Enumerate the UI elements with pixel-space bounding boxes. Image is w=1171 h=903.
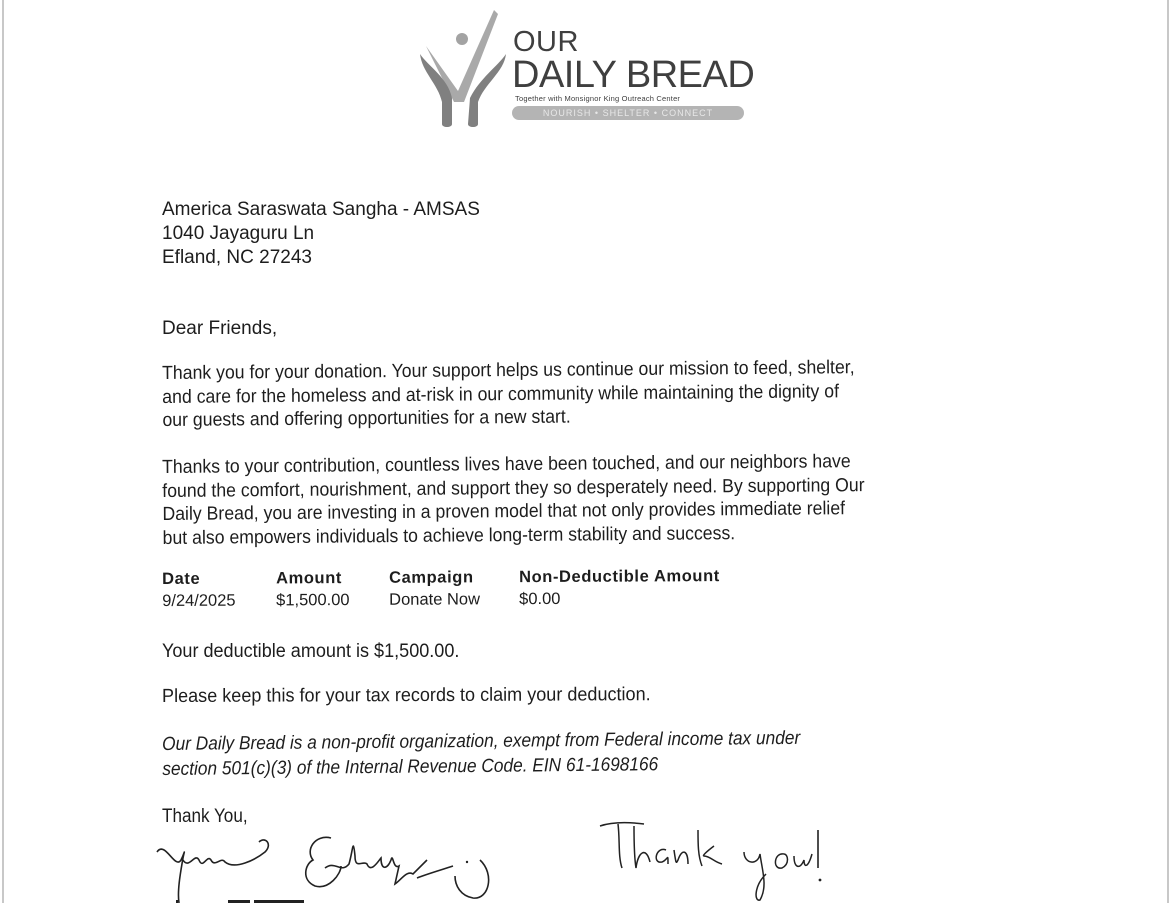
nonprofit-statement [162,726,800,782]
signature-icon [155,830,500,903]
column-campaign [389,568,480,609]
cell-campaign: Donate Now [389,590,481,609]
logo-text-our: OUR [513,26,579,58]
our-daily-bread-logo [418,6,758,130]
paragraph-thank-you [162,356,855,432]
page-edge-right [1167,0,1169,903]
cell-date: 9/24/2025 [162,591,236,610]
logo-subtitle: Together with Monsignor King Outreach Center [515,94,681,103]
paragraph-line: Daily Bread, you are investing in a proven model that not only provides immediate relief [162,498,846,525]
recipient-street: 1040 Jayaguru Ln [162,223,315,244]
signer-name-cutoff [176,896,306,903]
column-non-deductible [519,567,720,609]
cell-amount: $1,500.00 [276,591,350,610]
paragraph-line: Our Daily Bread is a non-profit organization, exempt from Federal income tax under [162,727,801,755]
deductible-statement: Your deductible amount is $1,500.00. [162,641,460,662]
column-date [162,570,236,611]
paragraph-line: Thank you for your donation. Your support helps us continue our mission to feed, shelter, [162,357,855,384]
paragraph-line: our guests and offering opportunities for a new start. [162,406,571,431]
header-campaign: Campaign [388,568,474,587]
logo-text-daily-bread: DAILY BREAD [512,54,755,96]
paragraph-line: found the comfort, nourishment, and support they so desperately need. By supporting Our [162,474,865,502]
handwritten-thank-you-icon [598,816,833,903]
header-date: Date [162,569,201,588]
recipient-city-state-zip: Efland, NC 27243 [162,247,312,268]
cell-non-deductible: $0.00 [519,589,561,609]
paragraph-line: and care for the homeless and at-risk in our community while maintaining the dignity of [162,380,840,408]
page-edge-left [2,0,4,903]
paragraph-line: section 501(c)(3) of the Internal Revenue Code. EIN 61-1698166 [162,754,659,780]
paragraph-contribution [162,450,865,550]
closing: Thank You, [162,806,248,827]
tax-records-note: Please keep this for your tax records to claim your deduction. [162,684,651,707]
logo-tagline: NOURISH • SHELTER • CONNECT [512,106,744,120]
header-non-deductible: Non-Deductible Amount [518,567,720,587]
column-amount [276,569,350,610]
salutation: Dear Friends, [162,318,278,339]
paragraph-line: but also empowers individuals to achieve long-term stability and success. [162,522,736,549]
paragraph-line: Thanks to your contribution, countless lives have been touched, and our neighbors have [162,451,851,478]
recipient-name: America Saraswata Sangha - AMSAS [162,199,480,220]
hands-figure-logo-icon [418,6,508,130]
header-amount: Amount [275,569,343,588]
